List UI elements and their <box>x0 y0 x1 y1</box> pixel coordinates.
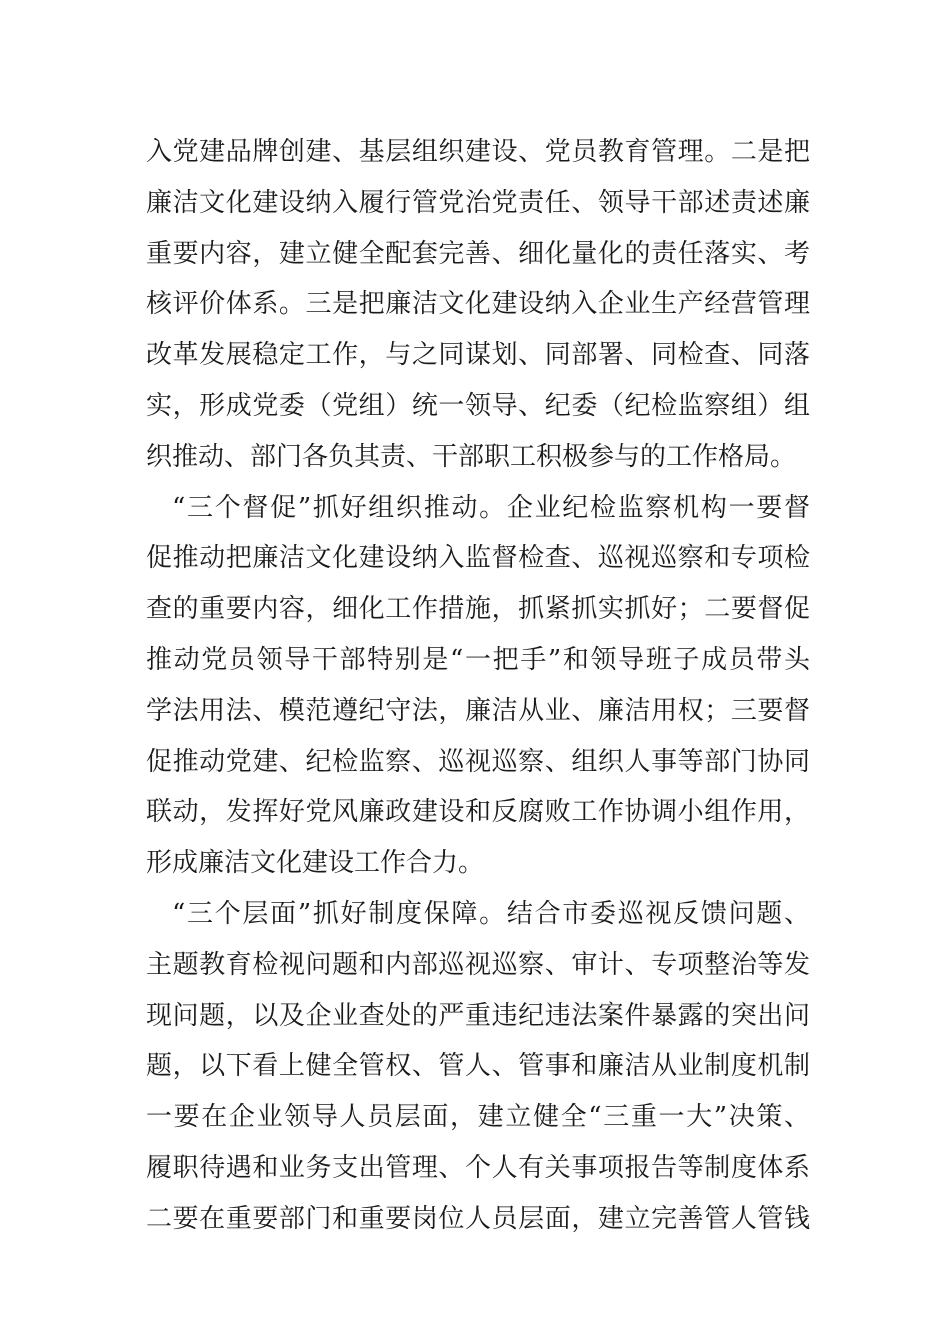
paragraph-first-line: “三个督促”抓好组织推动。企业纪检监察机构一要督 <box>172 492 810 523</box>
text-line: 履职待遇和业务支出管理、个人有关事项报告等制度体系 <box>146 1152 810 1183</box>
text-line: 实，形成党委（党组）统一领导、纪委（纪检监察组）组 <box>146 390 810 421</box>
text-line: 查的重要内容，细化工作措施，抓紧抓实抓好；二要督促 <box>146 594 810 625</box>
text-line: 织推动、部门各负其责、干部职工积极参与的工作格局。 <box>146 441 797 472</box>
text-line: 重要内容，建立健全配套完善、细化量化的责任落实、考 <box>146 238 810 269</box>
text-line: 现问题，以及企业查处的严重违纪违法案件暴露的突出问 <box>146 1000 810 1031</box>
text-line: 核评价体系。三是把廉洁文化建设纳入企业生产经营管理 <box>146 289 810 320</box>
text-line: 主题教育检视问题和内部巡视巡察、审计、专项整治等发 <box>146 949 810 980</box>
text-line: 推动党员领导干部特别是“一把手”和领导班子成员带头 <box>146 644 810 675</box>
text-line: 二要在重要部门和重要岗位人员层面，建立完善管人管钱 <box>146 1203 810 1234</box>
text-line: 廉洁文化建设纳入履行管党治党责任、领导干部述责述廉 <box>146 187 810 218</box>
paragraph-first-line: “三个层面”抓好制度保障。结合市委巡视反馈问题、 <box>172 898 810 929</box>
text-line: 入党建品牌创建、基层组织建设、党员教育管理。二是把 <box>146 137 810 167</box>
text-line: 一要在企业领导人员层面，建立健全“三重一大”决策、 <box>146 1102 810 1133</box>
text-line: 改革发展稳定工作，与之同谋划、同部署、同检查、同落 <box>146 340 810 371</box>
text-line: 形成廉洁文化建设工作合力。 <box>146 848 485 879</box>
text-line: 联动，发挥好党风廉政建设和反腐败工作协调小组作用， <box>146 797 810 828</box>
text-line: 学法用法、模范遵纪守法，廉洁从业、廉洁用权；三要督 <box>146 695 810 726</box>
text-line: 促推动把廉洁文化建设纳入监督检查、巡视巡察和专项检 <box>146 543 810 574</box>
body-text <box>146 127 810 1245</box>
text-line: 题，以下看上健全管权、管人、管事和廉洁从业制度机制 <box>146 1051 810 1082</box>
text-line: 促推动党建、纪检监察、巡视巡察、组织人事等部门协同 <box>146 746 810 777</box>
